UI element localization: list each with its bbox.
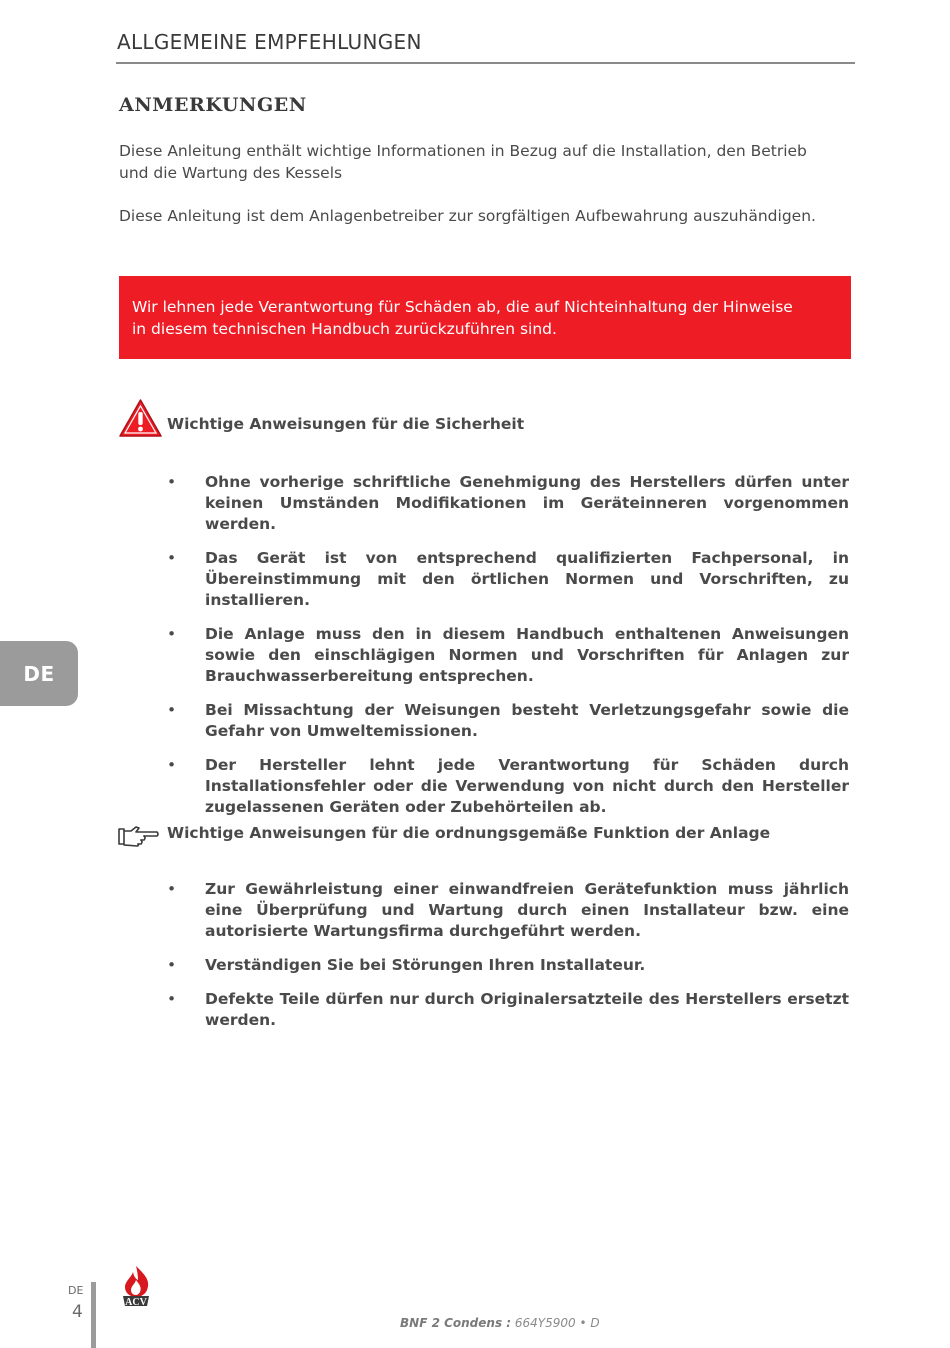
- section-title: ANMERKUNGEN: [119, 94, 307, 116]
- list-item: [167, 955, 849, 976]
- warning-triangle-icon: [118, 398, 163, 438]
- warning-line-2: in diesem technischen Handbuch zurückzuführen sind.: [132, 320, 557, 338]
- bullet-dot: •: [167, 756, 177, 774]
- document-reference: [400, 1316, 600, 1330]
- safety-list: [167, 472, 849, 831]
- logo-text: ACV: [125, 1297, 147, 1308]
- list-item: [167, 548, 849, 611]
- safety-heading: Wichtige Anweisungen für die Sicherheit: [167, 415, 525, 433]
- document-model: BNF 2 Condens :: [400, 1316, 512, 1330]
- list-item-text: Das Gerät ist von entsprechend qualifizierten Fachpersonal, in Übereinstimmung mit den örtlichen Normen und Vorschriften, zu installieren.: [205, 549, 849, 609]
- warning-line-1: Wir lehnen jede Verantwortung für Schäden ab, die auf Nichteinhaltung der Hinweise: [132, 298, 793, 316]
- function-list: [167, 879, 849, 1044]
- header-title: ALLGEMEINE EMPFEHLUNGEN: [117, 30, 422, 54]
- bullet-dot: •: [167, 990, 177, 1008]
- acv-logo: [111, 1262, 161, 1320]
- list-item-text: Die Anlage muss den in diesem Handbuch enthaltenen Anweisungen sowie den einschlägigen Normen und Vorschriften für Anlagen zur Brauchwasserbereitung entsprechen.: [205, 625, 849, 685]
- list-item: [167, 879, 849, 942]
- language-tab: DE: [0, 641, 78, 706]
- liability-warning-box: [119, 276, 851, 359]
- intro-paragraph-2: Diese Anleitung ist dem Anlagenbetreiber zur sorgfältigen Aufbewahrung auszuhändigen.: [119, 207, 816, 225]
- document-code: 664Y5900 • D: [514, 1316, 600, 1330]
- footer-language: DE: [68, 1284, 84, 1297]
- bullet-dot: •: [167, 625, 177, 643]
- list-item-text: Zur Gewährleistung einer einwandfreien Gerätefunktion muss jährlich eine Überprüfung und Wartung durch einen Installateur bzw. eine autorisierte Wartungsfirma durchgeführt werden.: [205, 880, 849, 940]
- list-item: [167, 624, 849, 687]
- bullet-dot: •: [167, 549, 177, 567]
- footer-bar: [91, 1282, 96, 1348]
- list-item: [167, 700, 849, 742]
- list-item-text: Verständigen Sie bei Störungen Ihren Installateur.: [205, 956, 646, 974]
- intro-paragraph-1: Diese Anleitung enthält wichtige Informationen in Bezug auf die Installation, den Betrieb und die Wartung des Kessels: [119, 142, 807, 182]
- bullet-dot: •: [167, 880, 177, 898]
- list-item-text: Ohne vorherige schriftliche Genehmigung des Herstellers dürfen unter keinen Umständen Modifikationen im Geräteinneren vorgenommen werden.: [205, 473, 849, 533]
- list-item-text: Der Hersteller lehnt jede Verantwortung für Schäden durch Installationsfehler oder die Verwendung von nicht durch den Hersteller zugelassenen Geräten oder Zubehörteilen ab.: [205, 756, 849, 816]
- bullet-dot: •: [167, 956, 177, 974]
- page-number: 4: [72, 1302, 83, 1322]
- header-divider: [116, 62, 855, 64]
- bullet-dot: •: [167, 701, 177, 719]
- list-item: [167, 472, 849, 535]
- pointing-hand-icon: [117, 824, 161, 848]
- list-item: [167, 989, 849, 1031]
- function-heading: Wichtige Anweisungen für die ordnungsgemäße Funktion der Anlage: [167, 824, 771, 842]
- list-item-text: Bei Missachtung der Weisungen besteht Verletzungsgefahr sowie die Gefahr von Umweltemissionen.: [205, 701, 849, 740]
- list-item-text: Defekte Teile dürfen nur durch Originalersatzteile des Herstellers ersetzt werden.: [205, 990, 849, 1029]
- bullet-dot: •: [167, 473, 177, 491]
- list-item: [167, 755, 849, 818]
